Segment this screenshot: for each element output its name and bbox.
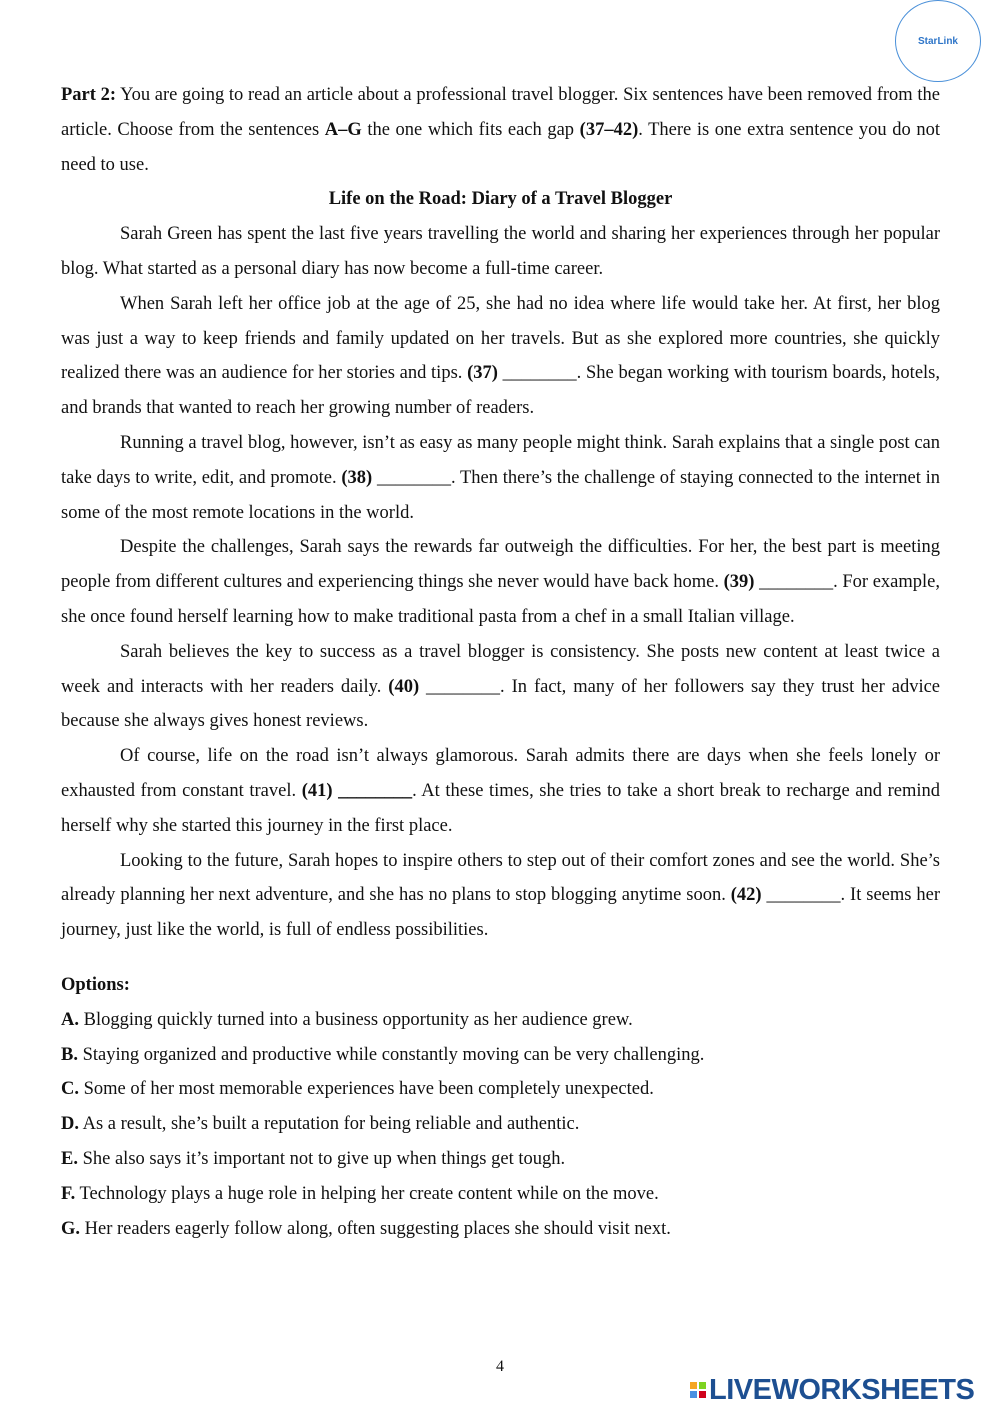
article-paragraph-6: Of course, life on the road isn’t always glamorous. Sarah admits there are days when she feels lonely or exhausted from constant travel. (41) ________. At these times, she tries to take a short break to recharge and remind herself why she started this journey in the first place. [61,746,941,836]
gap-40-blank[interactable]: ________ [419,676,501,697]
logo-tile [699,1382,706,1389]
page-number: 4 [496,1358,504,1375]
gap-38-blank[interactable]: ________ [372,467,451,488]
gap-40: (40) [388,676,420,697]
gap-37: (37) [467,363,498,384]
gap-37-blank[interactable]: ________ [497,363,577,384]
liveworksheets-logo-text: LIVEWORKSHEETS [709,1373,975,1406]
starlink-logo-text: StarLink [917,35,958,47]
gap-42: (42) [730,885,762,906]
worksheet-content [61,78,940,1246]
instructions: Part 2: You are going to read an article about a professional travel blogger. Six sentences have been removed from the article. Choose from the sentences A–G the one which fits each gap (37–42). There is one extra sentence you do not need to use. [61,85,940,175]
gap-38: (38) [341,467,373,488]
gap-42-blank[interactable]: ________ [761,885,841,906]
article-paragraph-4: Despite the challenges, Sarah says the rewards far outweigh the difficulties. For her, the best part is meeting people from different cultures and experiencing things she never would have back home. (39) ________. For example, she once found herself learning how to make traditional pasta from a chef in a small Italian village. [61,537,940,627]
gap-39: (39) [723,572,755,593]
option-d: D. As a result, she’s built a reputation for being reliable and authentic. [61,1114,580,1135]
gap-39-blank[interactable]: ________ [754,572,834,593]
starlink-logo [895,0,981,82]
logo-tile [690,1382,697,1389]
liveworksheets-logo-icon [690,1382,706,1398]
logo-tile [699,1391,706,1398]
article-paragraph-1: Sarah Green has spent the last five years travelling the world and sharing her experiences through her popular blog. What started as a personal diary has now become a full-time career. [61,224,940,279]
option-a: A. Blogging quickly turned into a business opportunity as her audience grew. [61,1009,633,1030]
option-f: F. Technology plays a huge role in helping her create content while on the move. [61,1183,659,1204]
option-c: C. Some of her most memorable experiences have been completely unexpected. [61,1079,654,1100]
logo-tile [690,1391,697,1398]
article-paragraph-5: Sarah believes the key to success as a travel blogger is consistency. She posts new content at least twice a week and interacts with her readers daily. (40) ________. In fact, many of her followers say they trust her advice because she always gives honest reviews. [61,641,940,732]
article-paragraph-7: Looking to the future, Sarah hopes to inspire others to step out of their comfort zones and see the world. She’s already planning her next adventure, and she has no plans to stop blogging anytime soon. (42) ________. It seems her journey, just like the world, is full of endless possibilities. [61,850,940,941]
option-e: E. She also says it’s important not to give up when things get tough. [61,1148,566,1169]
option-g: G. Her readers eagerly follow along, often suggesting places she should visit next. [61,1218,671,1239]
gap-41[interactable]: (41) ________ [301,780,413,801]
options-heading: Options: [61,974,130,995]
liveworksheets-logo [690,1372,974,1408]
option-b: B. Staying organized and productive while constantly moving can be very challenging. [61,1044,705,1065]
article-paragraph-3: Running a travel blog, however, isn’t as easy as many people might think. Sarah explains that a single post can take days to write, edit, and promote. (38) ________. Then there’s the challenge of staying connected to the internet in some of the most remote locations in the world. [61,432,940,523]
article-paragraph-2: When Sarah left her office job at the age of 25, she had no idea where life would take her. At first, her blog was just a way to keep friends and family updated on her travels. But as she explored more countries, she quickly realized there was an audience for her stories and tips. (37) ________. She began working with tourism boards, hotels, and brands that wanted to reach her growing number of readers. [61,293,940,419]
article-title: Life on the Road: Diary of a Travel Blogger [328,189,673,210]
options-list [61,968,940,1246]
